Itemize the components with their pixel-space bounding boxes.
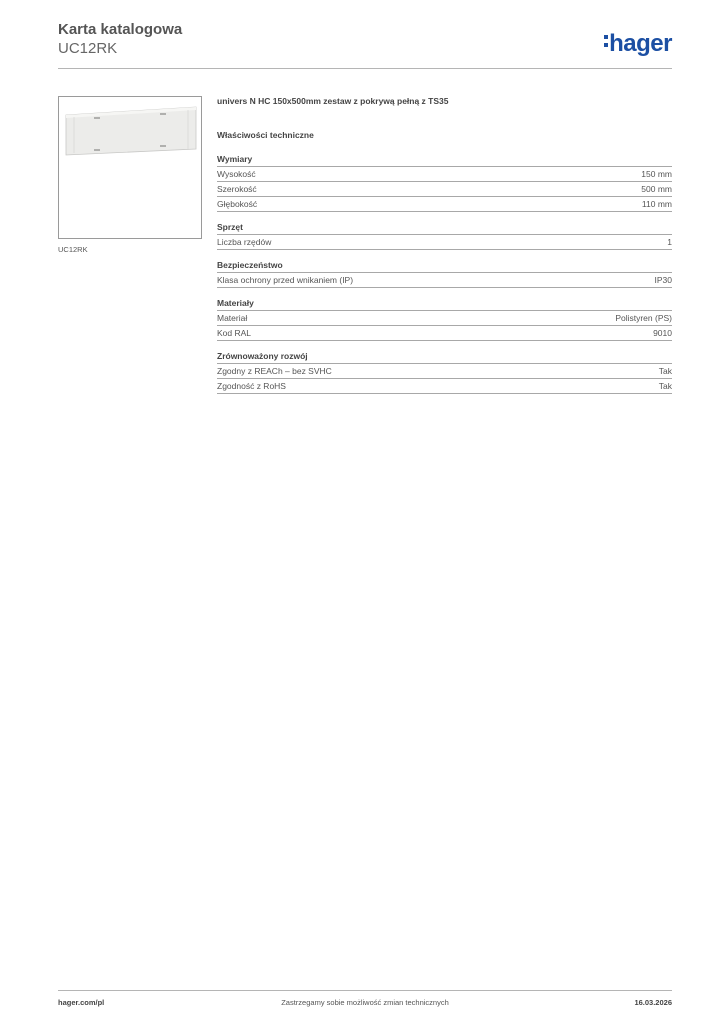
product-name: univers N HC 150x500mm zestaw z pokrywą pełną z TS35 xyxy=(217,96,449,106)
property-row xyxy=(217,235,672,250)
property-group xyxy=(217,260,672,288)
footer-disclaimer: Zastrzegamy sobie możliwość zmian technicznych xyxy=(281,998,449,1007)
product-image xyxy=(64,105,198,157)
property-value: IP30 xyxy=(654,275,672,285)
page-header xyxy=(58,20,672,70)
property-label: Liczba rzędów xyxy=(217,237,272,247)
group-title: Zrównoważony rozwój xyxy=(217,351,672,364)
product-image-frame xyxy=(58,96,202,239)
property-row xyxy=(217,379,672,394)
group-title: Materiały xyxy=(217,298,672,311)
property-group xyxy=(217,351,672,394)
product-code: UC12RK xyxy=(58,40,118,57)
property-value: 500 mm xyxy=(641,184,672,194)
product-details xyxy=(217,96,672,404)
property-group xyxy=(217,154,672,212)
property-label: Materiał xyxy=(217,313,248,323)
property-label: Kod RAL xyxy=(217,328,252,338)
property-groups xyxy=(217,154,672,394)
property-label: Głębokość xyxy=(217,199,258,209)
image-caption: UC12RK xyxy=(58,245,88,254)
property-label: Zgodność z RoHS xyxy=(217,381,286,391)
property-label: Zgodny z REACh – bez SVHC xyxy=(217,366,332,376)
property-value: Tak xyxy=(658,366,672,376)
logo-text: hager xyxy=(609,30,672,57)
property-value: 150 mm xyxy=(641,169,672,179)
property-value: 1 xyxy=(667,237,672,247)
document-title: Karta katalogowa xyxy=(58,21,183,38)
hager-logo xyxy=(604,30,672,58)
property-value: Polistyren (PS) xyxy=(615,313,672,323)
technical-properties-title: Właściwości techniczne xyxy=(217,130,314,140)
property-row xyxy=(217,326,672,341)
footer-website: hager.com/pl xyxy=(58,998,105,1007)
group-title: Bezpieczeństwo xyxy=(217,260,672,273)
property-group xyxy=(217,222,672,250)
property-row xyxy=(217,167,672,182)
property-row xyxy=(217,364,672,379)
property-group xyxy=(217,298,672,341)
property-label: Wysokość xyxy=(217,169,256,179)
logo-colon-icon xyxy=(604,35,608,51)
property-row xyxy=(217,311,672,326)
header-divider xyxy=(58,68,672,69)
footer-date: 16.03.2026 xyxy=(634,998,672,1007)
property-label: Klasa ochrony przed wnikaniem (IP) xyxy=(217,275,354,285)
property-value: Tak xyxy=(658,381,672,391)
footer-divider xyxy=(58,990,672,991)
group-title: Wymiary xyxy=(217,154,672,167)
property-row xyxy=(217,182,672,197)
property-row xyxy=(217,273,672,288)
property-row xyxy=(217,197,672,212)
property-label: Szerokość xyxy=(217,184,257,194)
property-value: 110 mm xyxy=(641,199,672,209)
group-title: Sprzęt xyxy=(217,222,672,235)
property-value: 9010 xyxy=(653,328,672,338)
